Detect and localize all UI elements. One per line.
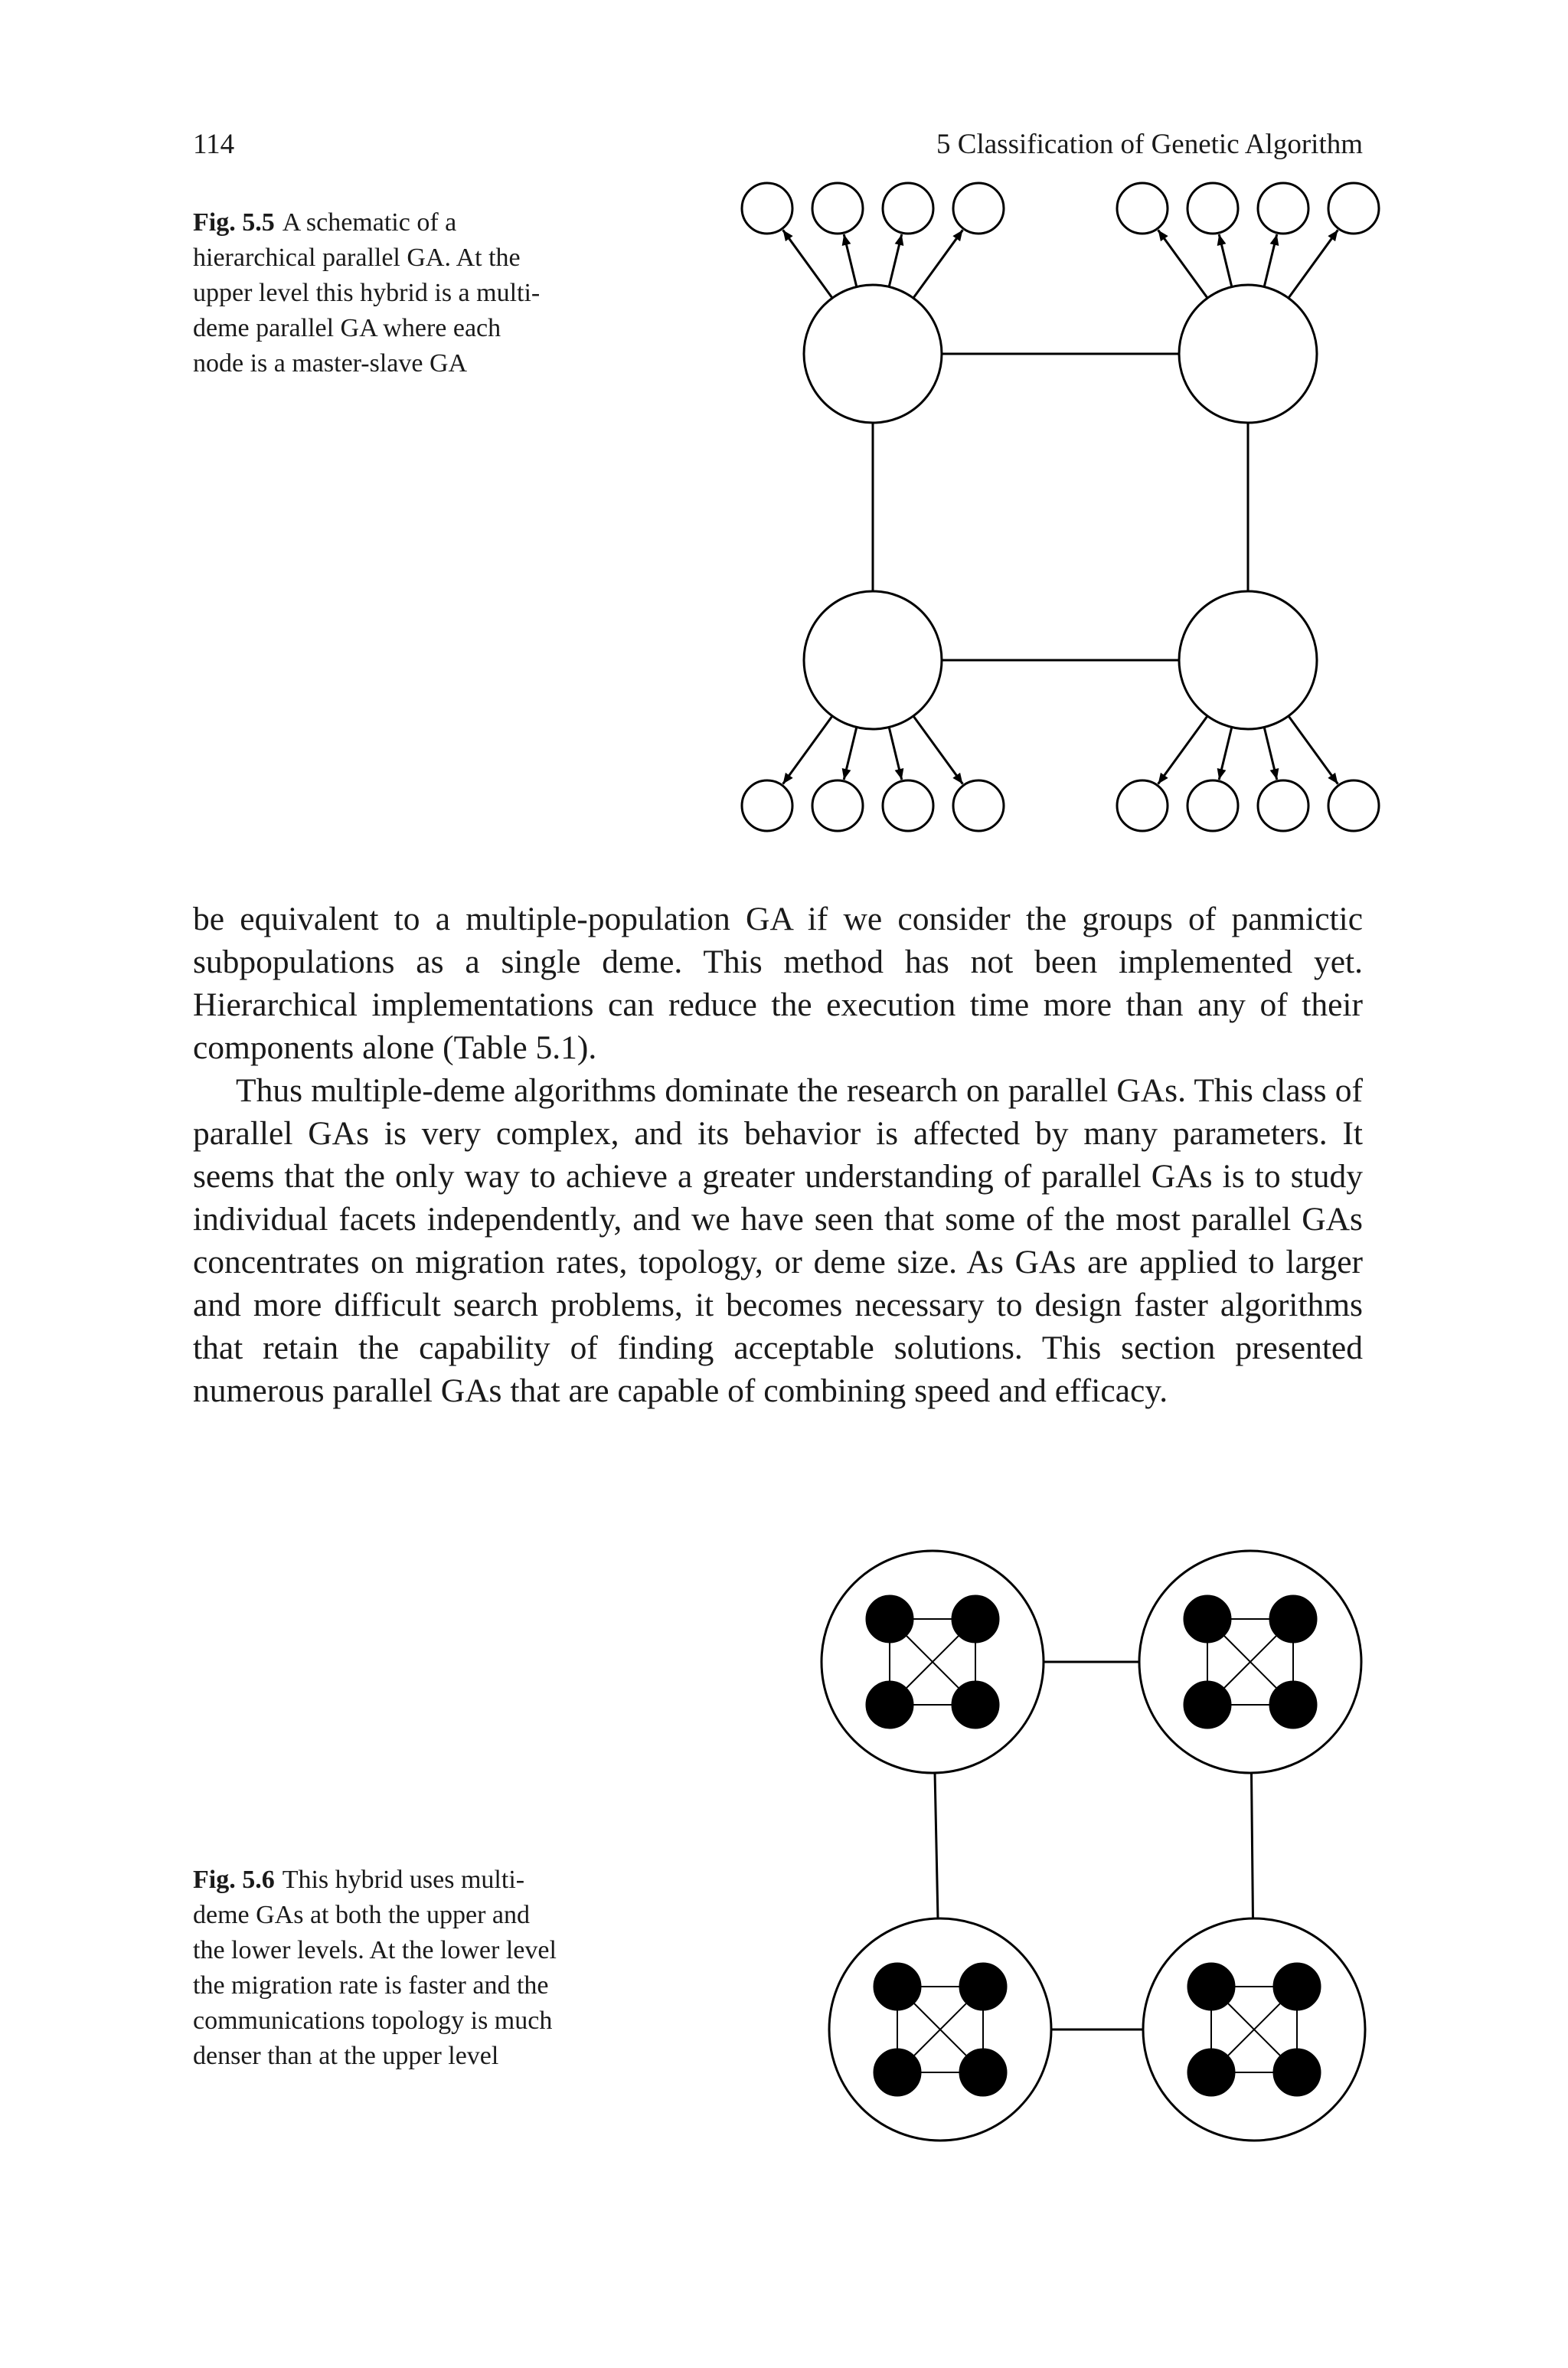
- body-text: [193, 898, 1363, 1412]
- lower-deme: [960, 1964, 1006, 2010]
- arrowhead: [952, 773, 962, 784]
- arrowhead: [1328, 773, 1338, 784]
- running-head: 5 Classification of Genetic Algorithm: [936, 129, 1363, 160]
- figure-5-6-diagram: [810, 1539, 1377, 2152]
- master-slave-link: [1158, 716, 1208, 784]
- slave-node: [883, 183, 933, 234]
- master-slave-link: [783, 716, 833, 784]
- lower-deme: [874, 1964, 920, 2010]
- slave-node: [1187, 780, 1238, 831]
- arrowhead: [1158, 230, 1168, 241]
- lower-deme: [960, 2049, 1006, 2095]
- lower-deme: [867, 1596, 913, 1642]
- arrowhead: [1328, 230, 1338, 241]
- lower-deme: [952, 1596, 998, 1642]
- slave-node: [883, 780, 933, 831]
- lower-deme: [1188, 1964, 1234, 2010]
- master-slave-link: [913, 716, 963, 784]
- master-slave-link: [783, 230, 833, 298]
- figure-5-6-label: Fig. 5.6: [193, 1866, 275, 1894]
- slave-node: [812, 780, 863, 831]
- master-slave-link: [1289, 716, 1338, 784]
- lower-deme: [952, 1682, 998, 1728]
- slave-node: [1117, 780, 1168, 831]
- figure-5-5-diagram: [720, 201, 1393, 813]
- body-paragraph-1: be equivalent to a multiple-population GA if we consider the groups of panmictic subpopulations as a single deme. This method has not been implemented yet. Hierarchical implementations can reduce the execution time more than any of their components alone (Table 5.1).: [193, 901, 1363, 1066]
- slave-node: [1117, 183, 1168, 234]
- slave-node: [1258, 780, 1308, 831]
- slave-node: [1328, 780, 1379, 831]
- master-slave-link: [913, 230, 963, 298]
- master-node: [1179, 591, 1317, 729]
- master-slave-link: [1158, 230, 1208, 298]
- page-number: 114: [193, 129, 235, 160]
- slave-node: [1258, 183, 1308, 234]
- arrowhead: [1158, 773, 1168, 784]
- lower-deme: [1270, 1682, 1316, 1728]
- arrowhead: [952, 230, 962, 241]
- slave-node: [812, 183, 863, 234]
- master-node: [804, 285, 942, 423]
- lower-deme: [874, 2049, 920, 2095]
- lower-deme: [1188, 2049, 1234, 2095]
- slave-node: [1187, 183, 1238, 234]
- master-node: [804, 591, 942, 729]
- figure-5-6-caption-text: This hybrid uses multi-deme GAs at both the upper and the lower levels. At the lower level the migration rate is faster and the communications topology is much denser than at the upper level: [193, 1866, 557, 2070]
- upper-level-link: [935, 1773, 938, 1918]
- slave-node: [953, 183, 1004, 234]
- figure-5-5-caption-text: A schematic of a hierarchical parallel GA. At the upper level this hybrid is a multi-deme parallel GA where each node is a master-slave GA: [193, 208, 541, 378]
- figure-5-6-caption: [193, 1863, 560, 2074]
- lower-deme: [1184, 1596, 1230, 1642]
- master-slave-link: [1289, 230, 1338, 298]
- upper-level-link: [1252, 1773, 1253, 1918]
- lower-deme: [867, 1682, 913, 1728]
- arrowhead: [783, 230, 793, 241]
- slave-node: [953, 780, 1004, 831]
- lower-deme: [1274, 1964, 1320, 2010]
- body-paragraph-2: Thus multiple-deme algorithms dominate the research on parallel GAs. This class of parallel GAs is very complex, and its behavior is affected by many parameters. It seems that the only way to achieve a greater understanding of parallel GAs is to study individual facets independently, and we have seen that some of the most parallel GAs concentrates on migration rates, topology, or deme size. As GAs are applied to larger and more difficult search problems, it becomes necessary to design faster algorithms that retain the capability of finding acceptable solutions. This section presented numerous parallel GAs that are capable of combining speed and efficacy.: [193, 1072, 1363, 1409]
- lower-deme: [1274, 2049, 1320, 2095]
- slave-node: [1328, 183, 1379, 234]
- figure-5-5-caption: [193, 205, 545, 381]
- figure-5-5-label: Fig. 5.5: [193, 208, 275, 237]
- arrowhead: [783, 773, 793, 784]
- lower-deme: [1184, 1682, 1230, 1728]
- lower-deme: [1270, 1596, 1316, 1642]
- master-node: [1179, 285, 1317, 423]
- slave-node: [742, 183, 792, 234]
- slave-node: [742, 780, 792, 831]
